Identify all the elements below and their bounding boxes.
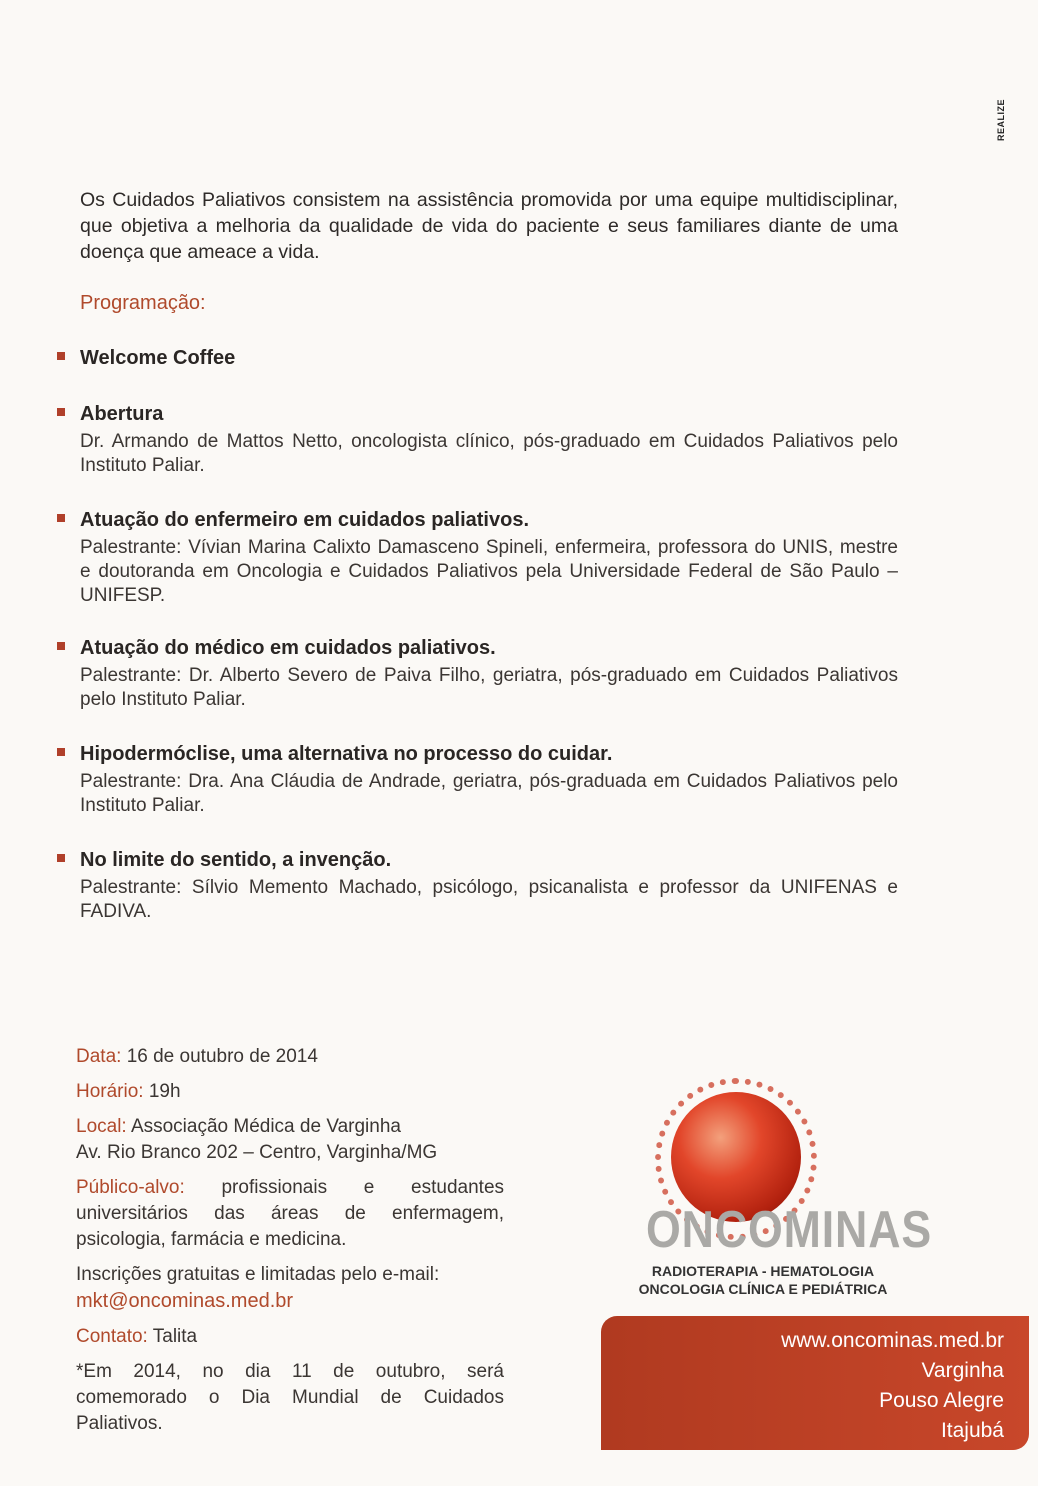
program-item: [54, 506, 898, 608]
bullet-icon: [57, 642, 65, 650]
program-title: Programação:: [80, 292, 206, 314]
audience-value: profissionais e estudantes universitários das áreas de enfermagem, psicologia, farmácia e medicina.: [76, 1177, 505, 1250]
event-contact: [76, 1324, 504, 1350]
time-label: Horário:: [76, 1081, 144, 1102]
program-item: [54, 400, 898, 478]
program-item-title: Welcome Coffee: [80, 347, 236, 369]
website-link[interactable]: www.oncominas.med.br: [781, 1329, 1004, 1352]
program-item: [54, 846, 898, 924]
program-item-title: Atuação do médico em cuidados paliativos.: [80, 637, 496, 659]
email-link[interactable]: mkt@oncominas.med.br: [76, 1290, 294, 1312]
logo-wordmark: ONCOMINAS: [646, 1201, 933, 1259]
city-varginha: Varginha: [921, 1359, 1004, 1382]
contact-box: [601, 1316, 1029, 1450]
side-label-text: REALIZE: [996, 98, 1007, 142]
bullet-icon: [57, 514, 65, 522]
program-item-text: Dr. Armando de Mattos Netto, oncologista clínico, pós-graduado em Cuidados Paliativos pelo Instituto Paliar.: [80, 431, 898, 476]
event-registration: [76, 1262, 504, 1315]
bullet-icon: [57, 854, 65, 862]
event-note: *Em 2014, no dia 11 de outubro, será comemorado o Dia Mundial de Cuidados Paliativos.: [76, 1361, 504, 1434]
side-label: [986, 90, 1016, 150]
program-list: [54, 344, 898, 924]
logo-line-2: ONCOLOGIA CLÍNICA E PEDIÁTRICA: [638, 1281, 888, 1297]
contact-value: Talita: [152, 1326, 198, 1347]
logo-subtitle: [627, 1262, 899, 1298]
program-item-text: Palestrante: Sílvio Memento Machado, psicólogo, psicanalista e professor da UNIFENAS e FADIVA.: [80, 877, 898, 922]
date-label: Data:: [76, 1046, 122, 1067]
intro-paragraph: Os Cuidados Paliativos consistem na assistência promovida por uma equipe multidisciplinar, que objetiva a melhoria da qualidade de vida do paciente e seus familiares diante de uma doença que ameace a vida.: [80, 189, 898, 263]
registration-text: Inscrições gratuitas e limitadas pelo e-mail:: [76, 1264, 440, 1285]
bullet-icon: [57, 352, 65, 360]
contact-label: Contato:: [76, 1326, 148, 1347]
time-value: 19h: [148, 1081, 181, 1102]
program-item: [54, 634, 898, 712]
place-label: Local:: [76, 1116, 127, 1137]
program-item: [54, 344, 898, 372]
city-itajuba: Itajubá: [940, 1419, 1004, 1442]
bullet-icon: [57, 748, 65, 756]
program-item-title: Atuação do enfermeiro em cuidados paliativos.: [80, 509, 530, 531]
date-value: 16 de outubro de 2014: [126, 1046, 318, 1067]
program-item-title: No limite do sentido, a invenção.: [80, 849, 392, 871]
event-time: [76, 1079, 504, 1105]
program-item-text: Palestrante: Dra. Ana Cláudia de Andrade, geriatra, pós-graduada em Cuidados Paliativos pelo Instituto Paliar.: [80, 771, 898, 816]
program-item-text: Palestrante: Dr. Alberto Severo de Paiva Filho, geriatra, pós-graduado em Cuidados Paliativos pelo Instituto Paliar.: [80, 665, 898, 710]
city-pouso-alegre: Pouso Alegre: [879, 1389, 1004, 1412]
event-place: [76, 1114, 504, 1166]
audience-label: Público-alvo:: [76, 1177, 185, 1198]
address-value: Av. Rio Branco 202 – Centro, Varginha/MG: [76, 1142, 438, 1163]
program-item: [54, 740, 898, 818]
program-item-title: Abertura: [80, 403, 164, 425]
place-value: Associação Médica de Varginha: [130, 1116, 401, 1137]
event-audience: [76, 1175, 504, 1253]
event-info: [76, 1044, 504, 1446]
program-item-text: Palestrante: Vívian Marina Calixto Damasceno Spineli, enfermeira, professora do UNIS, mestre e doutoranda em Oncologia e Cuidados Paliativos pela Universidade Federal de São Paulo – UNIFESP.: [80, 537, 898, 606]
logo-line-1: RADIOTERAPIA - HEMATOLOGIA: [651, 1263, 875, 1279]
event-date: [76, 1044, 504, 1070]
program-item-title: Hipodermóclise, uma alternativa no processo do cuidar.: [80, 743, 613, 765]
bullet-icon: [57, 408, 65, 416]
